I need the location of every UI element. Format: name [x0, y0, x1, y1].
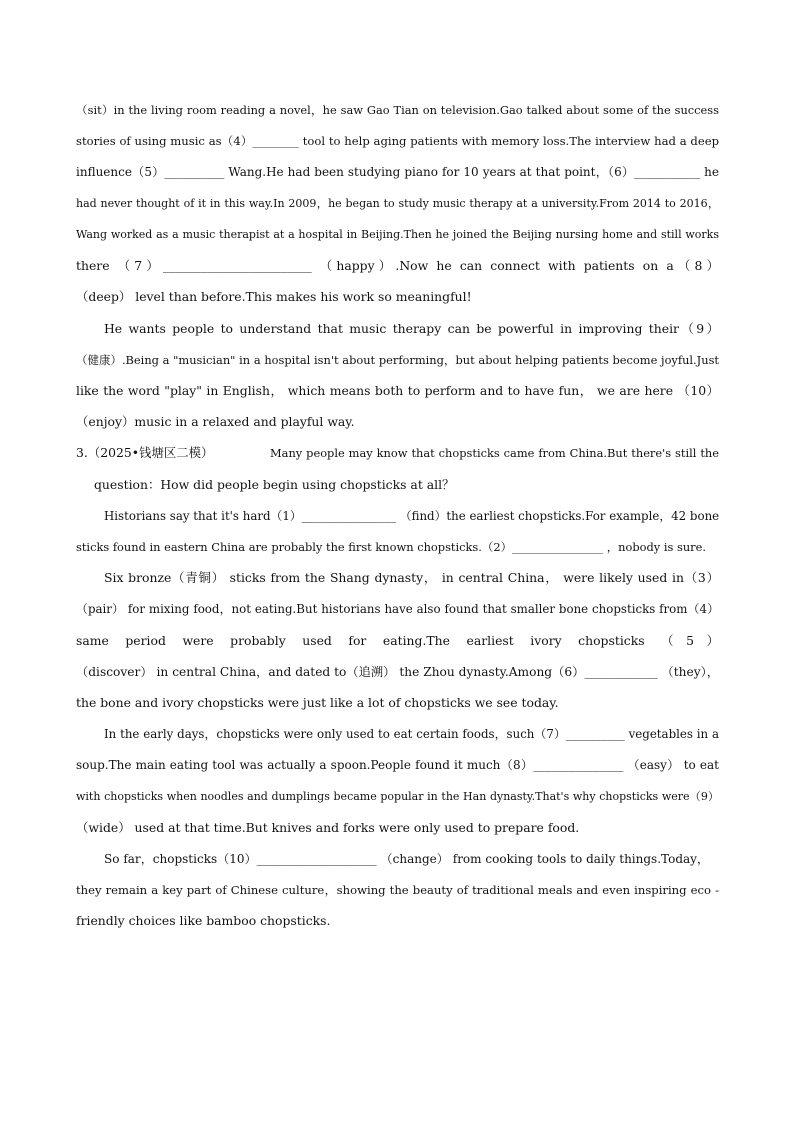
- question-intro: Many people may know that chopsticks came from China.But there's still the: [270, 446, 719, 460]
- passage-line: they remain a key part of Chinese culture，showing the beauty of traditional meals and even inspiring eco -: [76, 883, 719, 897]
- passage-line: So far，chopsticks（10）____________________ （change） from cooking tools to daily things.Today，: [104, 852, 709, 866]
- passage-line: （健康）.Being a "musician" in a hospital isn't about performing，but about helping patients become joyful.Just: [76, 353, 719, 367]
- passage-line: had never thought of it in this way.In 2009，he began to study music therapy at a university.From 2014 to 2016，: [76, 197, 719, 210]
- passage-line: In the early days，chopsticks were only used to eat certain foods，such（7）__________ vegetables in a: [104, 727, 719, 741]
- passage-line: Six bronze（青铜） sticks from the Shang dynasty， in central China， were likely used in（3）: [104, 570, 719, 585]
- passage-line: influence（5）__________ Wang.He had been studying piano for 10 years at that point，（6）___________ he: [76, 165, 719, 179]
- passage-line: （wide） used at that time.But knives and forks were only used to prepare food.: [76, 820, 580, 835]
- passage-line: Historians say that it's hard（1）________________ （find）the earliest chopsticks.For example，42 bone: [104, 509, 719, 523]
- passage-line: stories of using music as（4）________ tool to help aging patients with memory loss.The interview had a deep: [76, 134, 719, 148]
- passage-line: Wang worked as a music therapist at a hospital in Beijing.Then he joined the Beijing nursing home and still works: [76, 228, 719, 241]
- passage-line: friendly choices like bamboo chopsticks.: [76, 913, 331, 928]
- passage-line: （enjoy）music in a relaxed and playful way.: [76, 414, 355, 429]
- passage-line: with chopsticks when noodles and dumplings became popular in the Han dynasty.That's why chopsticks were（9）: [76, 790, 719, 803]
- passage-line: there （7）________________________ （happy）.Now he can connect with patients on a（8）: [76, 258, 719, 273]
- passage-line: soup.The main eating tool was actually a spoon.People found it much（8）_______________ （easy） to eat: [76, 758, 719, 772]
- passage-line: the bone and ivory chopsticks were just like a lot of chopsticks we see today.: [76, 695, 559, 710]
- passage-line: same period were probably used for eating.The earliest ivory chopsticks （5）: [76, 633, 719, 648]
- passage-line: like the word "play" in English， which means both to perform and to have fun， we are here （10）: [76, 383, 719, 398]
- passage-line: （discover） in central China，and dated to（追溯） the Zhou dynasty.Among（6）____________ （they），: [76, 665, 719, 679]
- passage-line: He wants people to understand that music therapy can be powerful in improving their（9）: [104, 321, 719, 336]
- passage-line: （deep） level than before.This makes his work so meaningful!: [76, 289, 472, 304]
- passage-line: （pair） for mixing food，not eating.But historians have also found that smaller bone chopsticks from（4）: [76, 602, 719, 616]
- passage-line: （sit）in the living room reading a novel，he saw Gao Tian on television.Gao talked about some of the success: [76, 103, 719, 117]
- passage-line: sticks found in eastern China are probably the first known chopsticks.（2）________________ ，nobody is sure.: [76, 540, 706, 554]
- question-line: question：How did people begin using chopsticks at all？: [94, 477, 455, 492]
- question-header: 3.（2025•钱塘区二模）: [76, 445, 214, 460]
